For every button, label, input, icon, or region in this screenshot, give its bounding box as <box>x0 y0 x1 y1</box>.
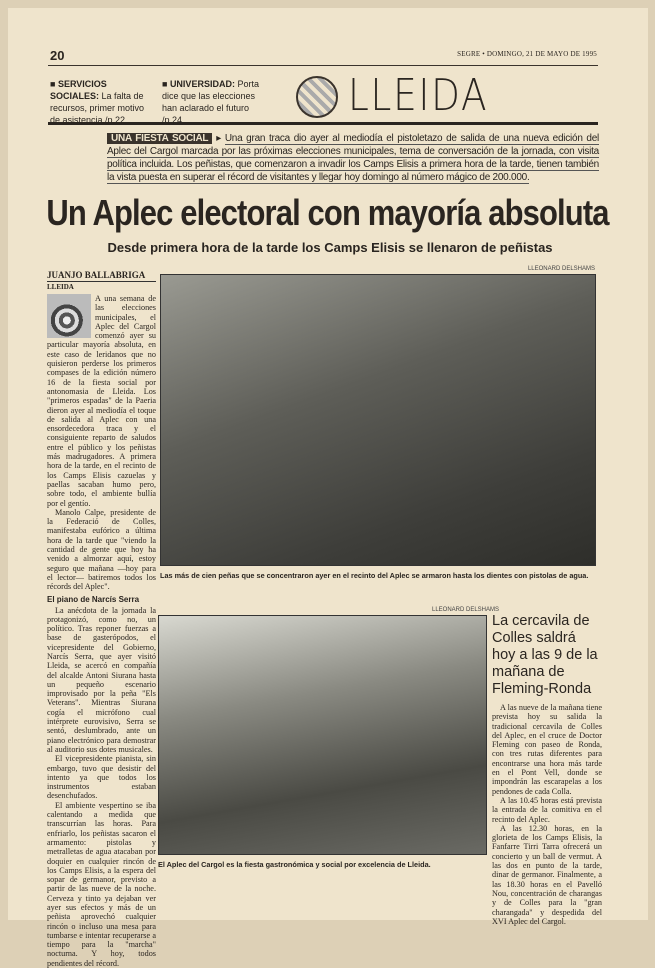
dateline: SEGRE • DOMINGO, 21 DE MAYO DE 1995 <box>457 50 597 58</box>
headline: Un Aplec electoral con mayoría absoluta <box>46 192 609 233</box>
page-number: 20 <box>50 48 65 63</box>
intro-lead: UNA FIESTA SOCIAL ▸ Una gran traca dio ayer al mediodía el pistoletazo de salida de una nueva edición del Aplec del Cargol marcada por las próximas elecciones municipales, tema de conversación de la jornada, con visita política incluida. Los peñistas, que comenzaron a invadir los Camps Elisis a primera hora de la tarde, tienen también la vista puesta en superar el récord de visitantes y llegar hoy domingo al número mágico de 200.000. <box>107 133 599 183</box>
place: LLEIDA <box>47 283 74 291</box>
photo-crowd <box>160 274 596 566</box>
photo-credit: LLEONARD DELSHAMS <box>527 266 595 272</box>
article-subheading: El piano de Narcís Serra <box>47 594 140 604</box>
teaser-universidad: ■ UNIVERSIDAD: Porta dice que las elecciones han aclarado el futuro /p.24 <box>162 79 259 125</box>
photo-caption: El Aplec del Cargol es la fiesta gastronómica y social por excelencia de Lleida. <box>158 860 431 869</box>
byline: JUANJO BALLABRIGA <box>47 270 156 282</box>
section-title: LLEIDA <box>348 70 489 121</box>
sidebar-story <box>492 613 602 926</box>
photo-credit: LLEONARD DELSHAMS <box>432 607 500 613</box>
photo-caption: Las más de cien peñas que se concentraron ayer en el recinto del Aplec se armaron hasta los dientes con pistolas de agua. <box>160 571 589 580</box>
article <box>47 270 156 968</box>
sidebar-body: A las nueve de la mañana tiene prevista hoy su salida la tradicional cercavila de Colles del Aplec, en el cruce de Doctor Fleming con paseo de Ronda, con tres rutas diferentes para encontrarse una hora más tarde en el Pont Vell, donde se impondrán las escarapelas a los pendones de cada Colla. A las 10.45 horas está prevista la entrada de la comitiva en el recinto del Aplec. A las 12.30 horas, en la glorieta de los Camps Elisis, la Fanfarre Tirri Tarra ofrecerá un concierto y un ball de vermut. A las dos en punto de la tarde, dinar de germanor. Finalmente, a las 18.30 horas en el Pavelló Nou, concentración de charangas y de Colles para la "gran charangada" y despedida del XVI Aplec del Cargol. <box>492 703 602 926</box>
photo-cooking <box>158 615 487 855</box>
divider <box>48 122 598 125</box>
divider <box>48 65 598 66</box>
snail-icon <box>47 294 91 338</box>
teaser-servicios: ■ SERVICIOS SOCIALES: La falta de recursos, primer motivo de asistencia /p.22 <box>50 79 145 125</box>
map-logo-icon <box>296 76 338 118</box>
sidebar-headline: La cercavila de Colles saldrá hoy a las 9 de la mañana de Fleming-Ronda <box>492 613 598 697</box>
subheadline: Desde primera hora de la tarde los Camps Elisis se llenaron de peñistas <box>107 240 553 255</box>
intro-tag: UNA FIESTA SOCIAL <box>107 133 212 144</box>
article-body: A una semana de las elecciones municipales, el Aplec del Cargol comenzó ayer su particular mayoría absoluta, en este caso de leridanos que no quisieron perderse los primeros compases de la edición número 16 de la fiesta social por antonomasia de Lleida. Los "primeros espadas" de la Paeria dieron ayer al mediodía el toque de salida al Aplec con una ensordecedora traca y el consiguiente reparto de saludos entre el público y los peñistas más madrugadores. A primera hora de la tarde, en el recinto de los Camps Elisis cazuelas y paellas sacaban humo pero, sobre todo, el ambiente bullía por el gentío. Manolo Calpe, presidente de la Federació de Colles, manifestaba eufórico a última hora de la tarde que "viendo la cantidad de gente que hoy ha venido a almorzar aquí, estoy seguro que mañana —hoy para el lector— batiremos todos los récords del Aplec". El piano de Narcís Serra La anécdota de la jornada la protagonizó, como no, un político. Tras reponer fuerzas a base de gasterópodos, el vicepresidente del Gobierno, Narcís Serra, que ayer visitó Lleida, se acercó en compañía del alcalde Antoni Siurana hasta un pequeño escenario improvisado por la peña "Els Veterans". Mientras Siurana cogía el micrófono cual intérprete eurovisivo, Serra se sentó, deslumbrado, ante un piano electrónico para demostrar al auditorio sus dotes musicales. El vicepresidente pianista, sin embargo, tuvo que desistir del intento ya que todos los instrumentos estaban desenchufados. El ambiente vespertino se iba calentando a medida que transcurrían las horas. Para enfriarlo, los peñistas sacaron el armamento: pistolas y metralletas de agua atacaban por doquier en cualquier rincón de los Camps Elisis, a la espera del sopar de germanor, previsto a partir de las nueve de la noche. Cerveza y tinto ya dejaban ver ayer sus efectos y más de un peñista aprovechó cualquier rincón o incluso una mesa para tumbarse e intentar recuperarse a tiempo para la "marcha" nocturna. Y hoy, todos pendientes del récord. <box>47 294 156 968</box>
